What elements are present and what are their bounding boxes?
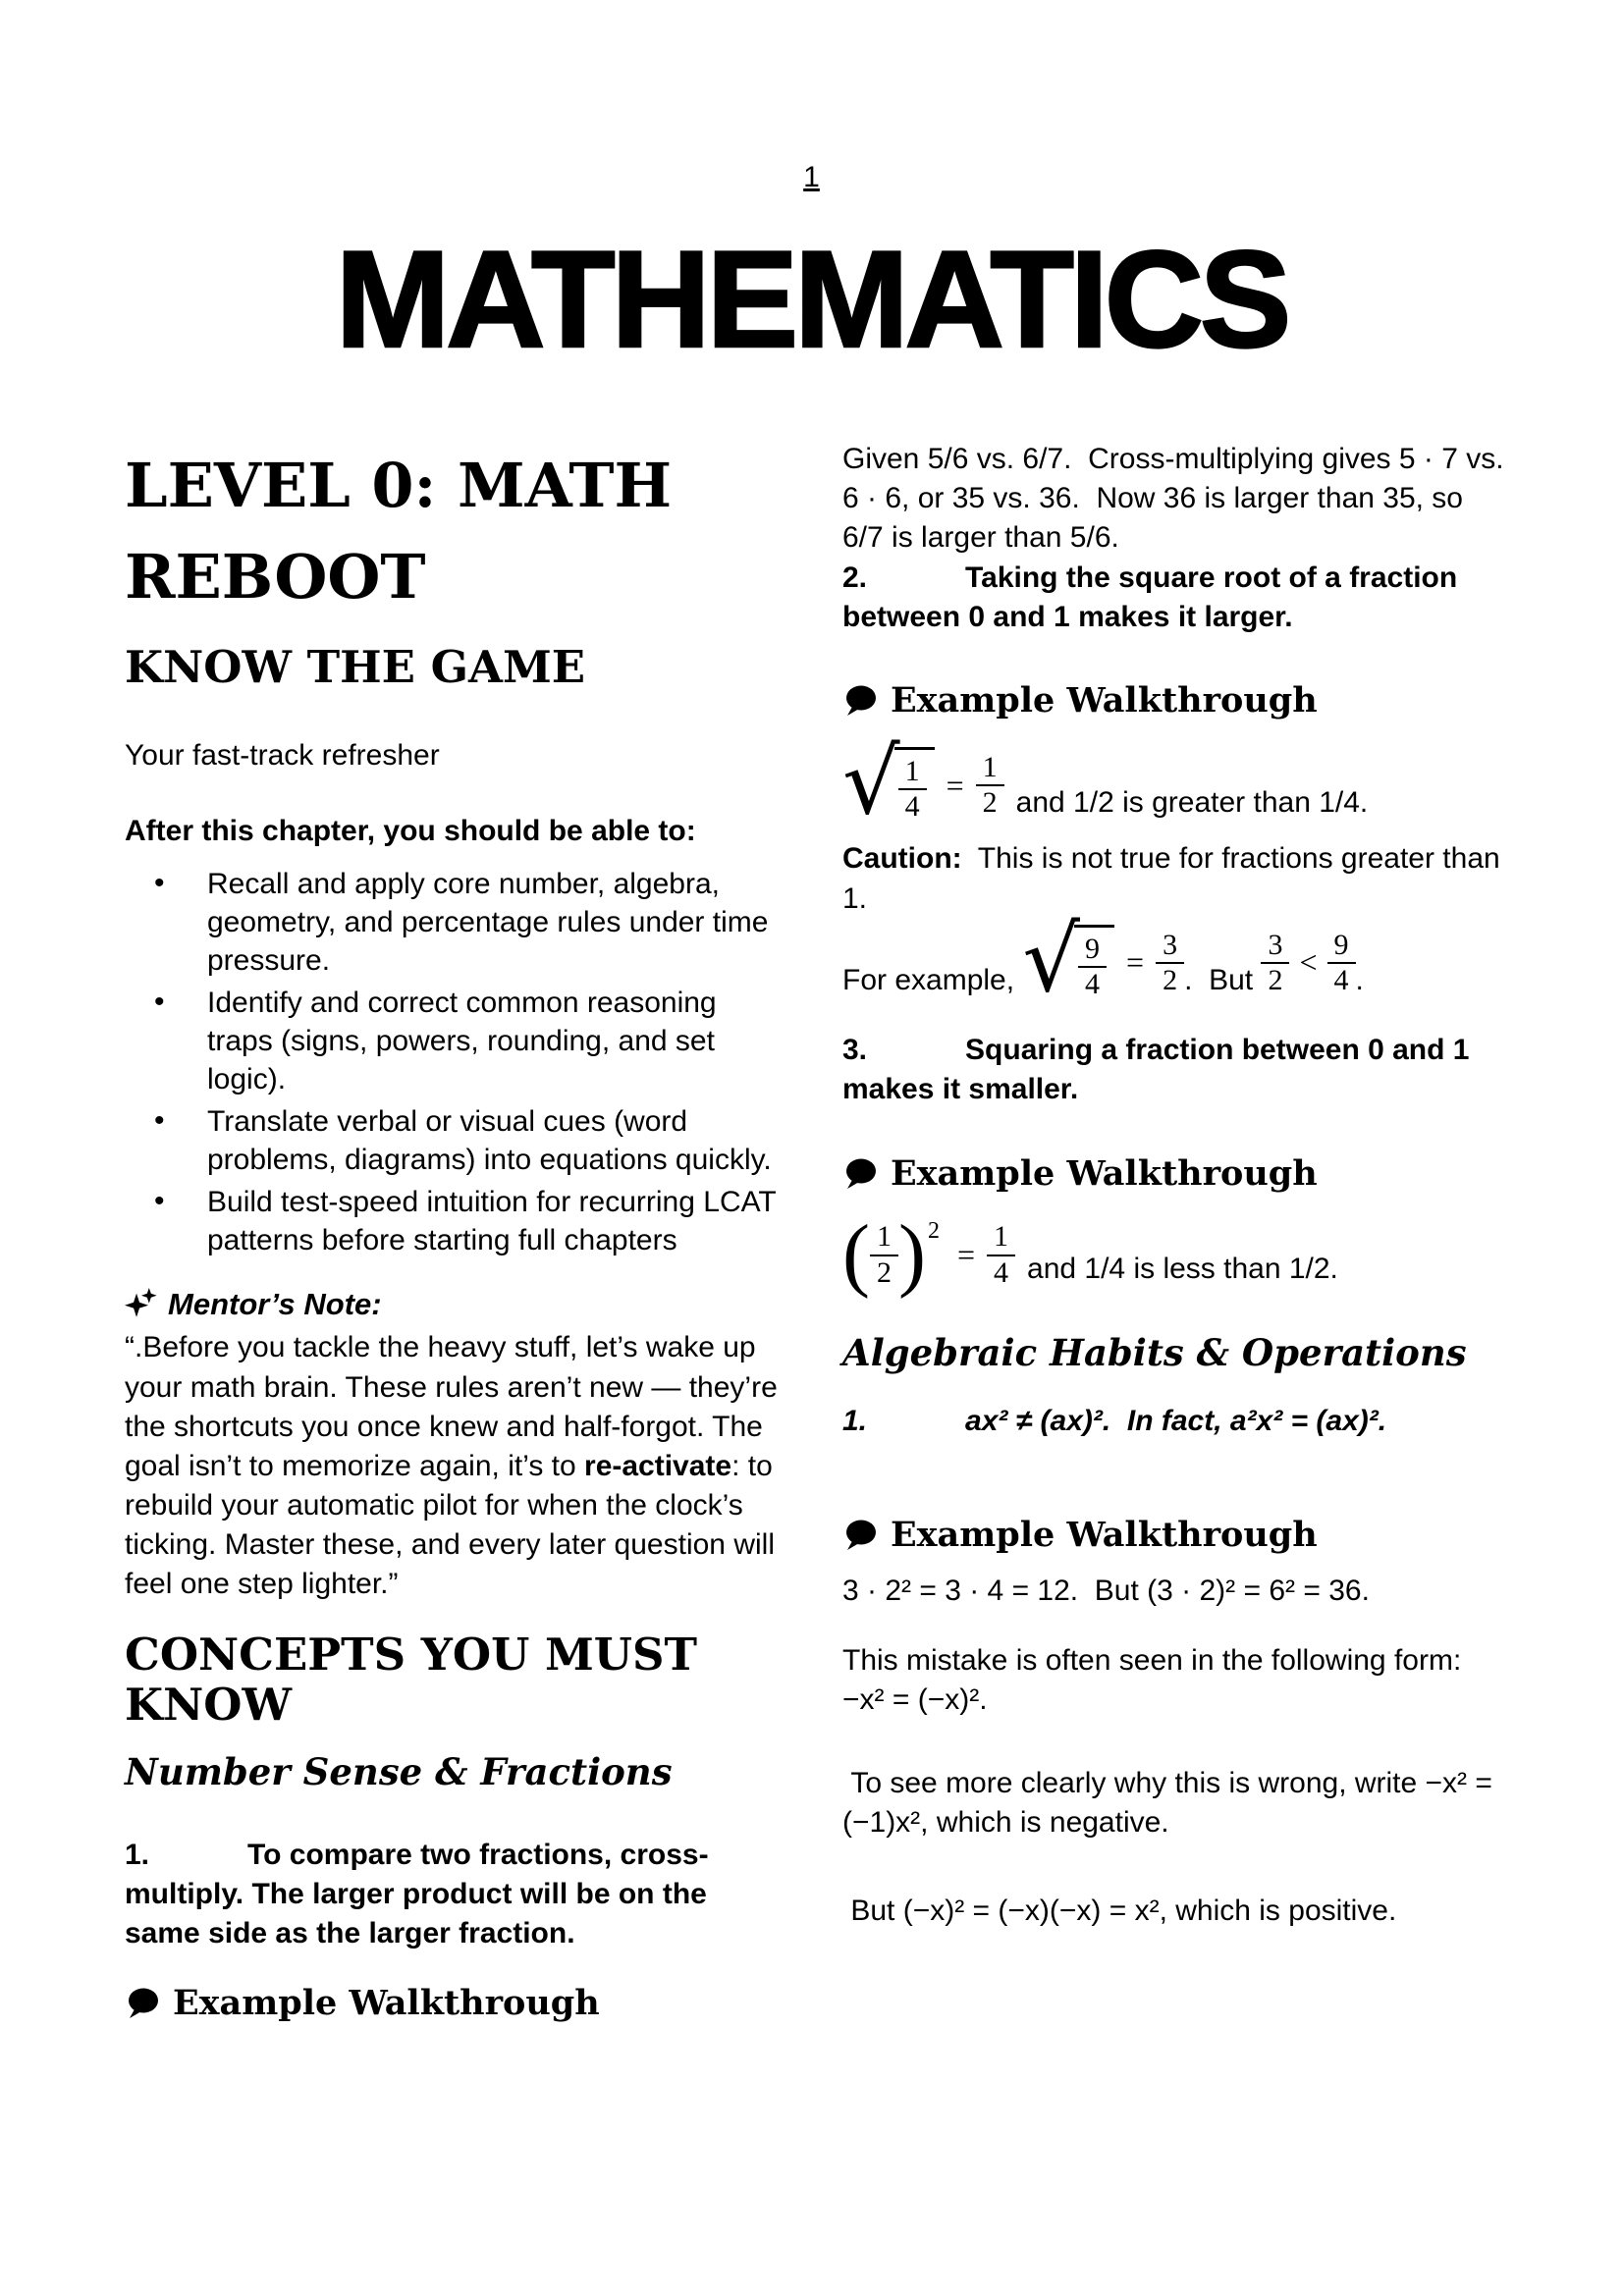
radical <box>1022 906 1114 1012</box>
numerator: 1 <box>994 1220 1009 1254</box>
denominator: 2 <box>976 784 1004 820</box>
page-number: 1 <box>803 161 820 193</box>
radical-sign-icon: √ <box>1022 906 1081 1012</box>
example-walkthrough-label: Example Walkthrough <box>891 1153 1318 1195</box>
caution-text: This is not true for fractions greater than 1. <box>842 842 1509 915</box>
radicand <box>894 747 935 824</box>
denominator: 4 <box>898 788 927 824</box>
example-walkthrough-heading <box>842 680 1506 721</box>
equation-sqrt-nine-fourths <box>842 906 1506 1012</box>
paragraph-common-mistake: This mistake is often seen in the following form: −x² = (−x)². <box>842 1643 1470 1716</box>
equation-half-squared <box>842 1208 1506 1301</box>
item-text: To compare two fractions, cross-multiply. The larger product will be on the same side as the larger fraction. <box>125 1838 716 1949</box>
speech-bubble-icon <box>842 683 878 719</box>
item-number: 2. <box>842 561 868 594</box>
chapter-title: LEVEL 0: MATH REBOOT <box>125 450 673 613</box>
example-walkthrough-heading <box>125 1983 781 2024</box>
numerator: 3 <box>1268 928 1283 961</box>
equals-sign: = <box>1126 944 1145 981</box>
heading-concepts: CONCEPTS YOU MUST KNOW <box>125 1628 698 1732</box>
fraction <box>1327 929 1356 997</box>
objective-text: Recall and apply core number, algebra, geometry, and percentage rules under time pressure. <box>207 868 777 978</box>
document-title: MATHEMATICS <box>335 222 1288 376</box>
equation-sqrt-quarter <box>842 728 1506 834</box>
objective-item <box>125 865 781 980</box>
objective-text: Translate verbal or visual cues (word problems, diagrams) into equations quickly. <box>207 1105 772 1177</box>
item-number: 1. <box>842 1405 868 1438</box>
less-than-sign: < <box>1299 944 1318 981</box>
bullet-icon: • <box>154 867 165 900</box>
equation-tail-text: and 1/2 is greater than 1/4. <box>1015 786 1369 820</box>
denominator: 4 <box>987 1255 1015 1290</box>
sparkles-icon <box>125 1288 158 1321</box>
objectives-list <box>125 865 784 1259</box>
item-number: 1. <box>125 1838 150 1871</box>
bullet-icon: • <box>154 1104 165 1138</box>
objective-item <box>125 1183 784 1259</box>
concept-item-2 <box>842 559 1506 637</box>
equation-mid-text: . But <box>1184 963 1262 996</box>
denominator: 2 <box>1156 962 1184 997</box>
paragraph-cross-multiply: Given 5/6 vs. 6/7. Cross-multiplying gives 5 · 7 vs. 6 · 6, or 35 vs. 36. Now 36 is larger than 35, so 6/7 is larger than 5/6. <box>842 443 1512 555</box>
numerator: 9 <box>1085 932 1101 965</box>
equation-tail-text: and 1/4 is less than 1/2. <box>1027 1252 1338 1285</box>
objective-item <box>125 1102 781 1179</box>
item-text: ax² ≠ (ax)². In fact, a²x² = (ax)². <box>965 1405 1387 1438</box>
speech-bubble-icon <box>842 1518 878 1553</box>
radical-sign-icon: √ <box>842 728 900 834</box>
bullet-icon: • <box>154 1185 165 1218</box>
close-paren: ) <box>897 1208 926 1301</box>
exponent: 2 <box>927 1218 940 1245</box>
paragraph-positive-result: But (−x)² = (−x)(−x) = x², which is positive. <box>842 1895 1397 1928</box>
concept-item-1 <box>125 1836 781 1954</box>
mentors-note-label: Mentor’s Note: <box>168 1287 382 1322</box>
mentors-note-heading <box>125 1286 781 1322</box>
heading-know-the-game: KNOW THE GAME <box>125 641 586 693</box>
fraction <box>976 751 1004 820</box>
numerator: 1 <box>982 750 998 783</box>
denominator: 2 <box>1261 962 1289 997</box>
numerator: 1 <box>904 754 920 787</box>
fraction <box>898 755 927 824</box>
quote-segment-bold: re-activate <box>584 1449 732 1482</box>
equation-lead-text: For example, <box>842 963 1023 996</box>
radicand <box>1074 925 1114 1001</box>
example-walkthrough-label: Example Walkthrough <box>173 1983 600 2024</box>
objectives-intro: After this chapter, you should be able to: <box>125 814 696 847</box>
denominator: 4 <box>1327 962 1356 997</box>
item-text: Squaring a fraction between 0 and 1 makes it smaller. <box>842 1034 1478 1106</box>
radical <box>842 728 935 834</box>
heading-number-sense: Number Sense & Fractions <box>125 1750 673 1794</box>
denominator: 4 <box>1078 966 1107 1001</box>
mentors-note-quote <box>125 1328 786 1604</box>
algebra-item-1 <box>842 1402 1506 1441</box>
numerator: 1 <box>876 1220 892 1254</box>
example-walkthrough-label: Example Walkthrough <box>891 1515 1318 1556</box>
item-number: 3. <box>842 1034 868 1067</box>
quote-segment: : to rebuild your automatic pilot for when the clock’s ticking. Master these, and every later question will feel one step lighter.” <box>125 1449 784 1601</box>
tagline: Your fast-track refresher <box>125 738 440 772</box>
bullet-icon: • <box>154 986 165 1019</box>
equals-sign: = <box>946 767 964 803</box>
objective-item <box>125 984 781 1098</box>
fraction <box>987 1220 1015 1289</box>
equals-sign: = <box>956 1237 976 1273</box>
objective-text: Identify and correct common reasoning traps (signs, powers, rounding, and set logic). <box>207 987 725 1096</box>
quote-segment: “.Before you tackle the heavy stuff, let’s wake up your math brain. These rules aren’t new — they’re the shortcuts you once knew and half-forgot. The goal isn’t to memorize again, it’s to <box>125 1331 786 1482</box>
heading-algebraic-habits: Algebraic Habits & Operations <box>842 1330 1467 1374</box>
fraction <box>870 1220 898 1289</box>
paragraph-squaring-example: 3 · 2² = 3 · 4 = 12. But (3 · 2)² = 6² = 36. <box>842 1575 1370 1608</box>
numerator: 3 <box>1163 928 1178 961</box>
equation-end-text: . <box>1355 963 1364 996</box>
fraction <box>1156 929 1184 997</box>
paragraph-clarification: To see more clearly why this is wrong, write −x² = (−1)x², which is negative. <box>842 1766 1501 1840</box>
right-column <box>842 440 1512 1932</box>
example-walkthrough-label: Example Walkthrough <box>891 679 1318 721</box>
denominator: 2 <box>870 1255 898 1290</box>
concept-item-3 <box>842 1031 1506 1109</box>
fraction <box>1261 929 1289 997</box>
caution-note <box>842 839 1509 918</box>
speech-bubble-icon <box>842 1156 878 1192</box>
caution-label: Caution: <box>842 842 962 876</box>
left-column <box>125 440 786 2024</box>
objective-text: Build test-speed intuition for recurring LCAT patterns before starting full chapters <box>207 1186 784 1257</box>
item-text: Taking the square root of a fraction between 0 and 1 makes it larger. <box>842 561 1466 633</box>
speech-bubble-icon <box>125 1986 160 2021</box>
open-paren: ( <box>842 1208 870 1301</box>
numerator: 9 <box>1333 928 1349 961</box>
example-walkthrough-heading <box>842 1153 1506 1195</box>
fraction <box>1078 933 1107 1001</box>
example-walkthrough-heading <box>842 1515 1506 1556</box>
